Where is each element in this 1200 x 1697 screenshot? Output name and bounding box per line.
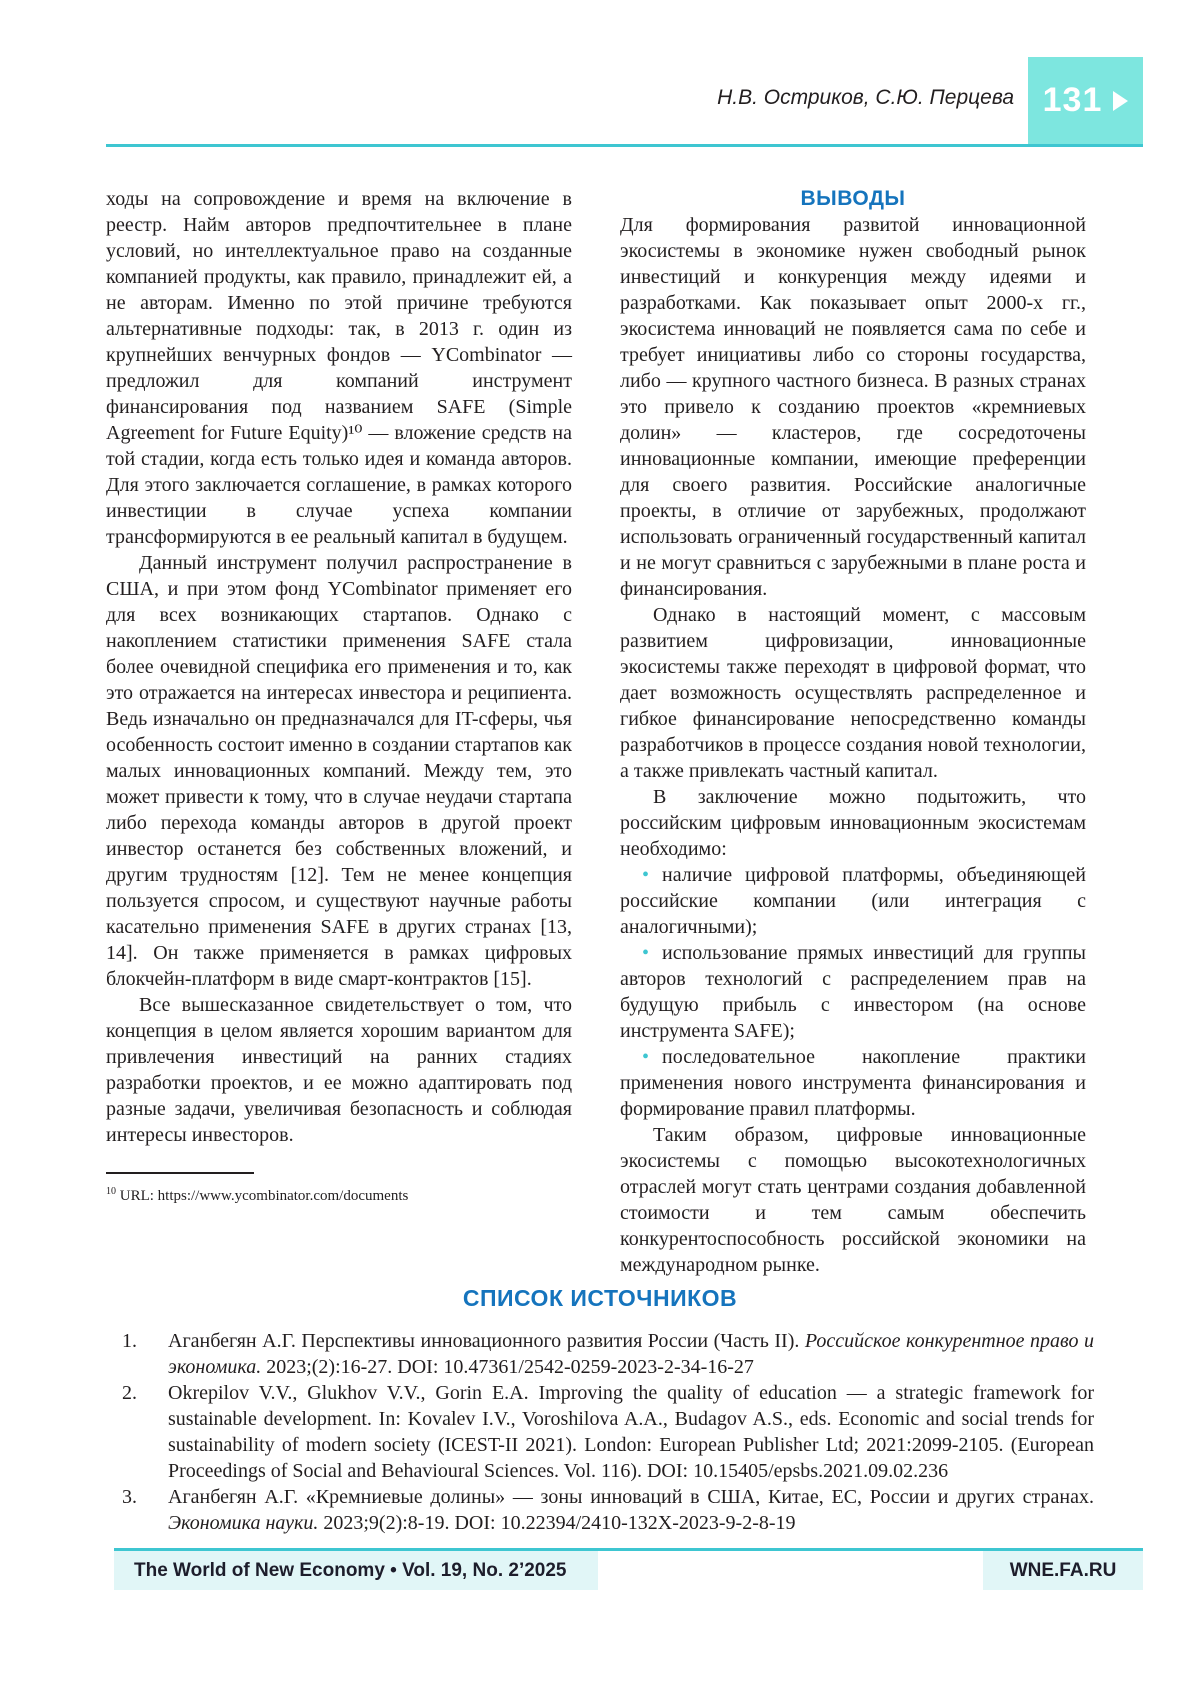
body-paragraph: Для формирования развитой инновационной экосистемы в экономике нужен свободный рынок инвестиций и конкуренция между идеями и разработками. Как показывает опыт 2000-х гг., экосистема инноваций не появляется сама по себе и требует инициативы либо со стороны государства, либо — крупного частного бизнеса. В разных странах это привело к созданию проектов «кремниевых долин» — кластеров, где сосредоточены инновационные компании, имеющие преференции для своего развития. Российские аналогичные проекты, в отличие от зарубежных, продолжают использовать ограниченный государственный капитал и не могут сравниться с зарубежными в плане роста и финансирования. xyxy=(620,214,1086,600)
footnote xyxy=(106,1172,572,1205)
reference-journal-name: Российское конкурентное право и экономика. xyxy=(168,1330,1094,1378)
bullet-text: наличие цифровой платформы, объединяющей российские компании (или интеграция с аналогичными); xyxy=(620,864,1086,938)
bullet-item xyxy=(620,862,1086,940)
article-body xyxy=(106,186,1086,1278)
conclusions-heading: ВЫВОДЫ xyxy=(800,187,906,210)
bullet-icon: • xyxy=(642,1046,650,1068)
reference-number: 3. xyxy=(122,1486,137,1508)
references-heading: СПИСОК ИСТОЧНИКОВ xyxy=(462,1285,738,1311)
footnote-marker: 10 xyxy=(106,1186,116,1197)
reference-text xyxy=(168,1382,1094,1482)
body-paragraph: Данный инструмент получил распространение в США, и при этом фонд YCombinator применяет его для всех возникающих стартапов. Однако с накоплением статистики применения SAFE стала более очевидной специфика его применения и то, как это отражается на интересах инвестора и реципиента. Ведь изначально он предназначался для IT-сферы, чья особенность состоит именно в создании стартапов как малых инновационных компаний. Между тем, это может привести к тому, что в случае неудачи стартапа либо перехода команды авторов в другой проект инвестор останется без собственных вложений, и другим трудностям [12]. Тем не менее концепция пользуется спросом, и существуют научные работы касательно применения SAFE в других странах [13, 14]. Он также применяется в рамках цифровых блокчейн-платформ в виде смарт-контрактов [15]. xyxy=(106,552,572,990)
reference-number: 1. xyxy=(122,1330,137,1352)
running-head-authors: Н.В. Остриков, С.Ю. Перцева xyxy=(717,86,1014,109)
journal-site-link[interactable]: WNE.FA.RU xyxy=(983,1551,1143,1590)
body-paragraph: Все вышесказанное свидетельствует о том, что концепция в целом является хорошим вариантом для привлечения инвестиций на ранних стадиях разработки проектов, и ее можно адаптировать под разные задачи, увеличивая безопасность и соблюдая интересы инвесторов. xyxy=(106,994,572,1146)
arrow-right-icon xyxy=(1113,91,1128,111)
reference-item xyxy=(106,1328,1094,1380)
bullet-item xyxy=(620,940,1086,1044)
page-number-badge xyxy=(1028,57,1143,144)
reference-item xyxy=(106,1380,1094,1484)
footnote-text xyxy=(106,1183,572,1205)
footnote-url[interactable]: URL: https://www.ycombinator.com/documents xyxy=(119,1188,409,1204)
header-rule xyxy=(106,144,1143,147)
reference-journal-name: Экономика науки. xyxy=(168,1512,319,1534)
bullet-icon: • xyxy=(642,864,650,886)
reference-number: 2. xyxy=(122,1382,137,1404)
body-paragraph: ходы на сопровождение и время на включение в реестр. Найм авторов предпочтительнее в плане условий, но интеллектуальное право на созданные компанией продукты, как правило, принадлежит ей, а не авторам. Именно по этой причине требуются альтернативные подходы: так, в 2013 г. один из крупнейших венчурных фондов — YCombinator — предложил для компаний инструмент финансирования под названием SAFE (Simple Agreement for Future Equity)¹⁰ — вложение средств на той стадии, когда есть только идея и команда авторов. Для этого заключается соглашение, в рамках которого инвестиции в случае успеха компании трансформируются в ее реальный капитал в будущем. xyxy=(106,188,572,548)
bullet-text: использование прямых инвестиций для группы авторов технологий с распределением прав на будущую прибыль с инвестором (на основе инструмента SAFE); xyxy=(620,942,1086,1042)
reference-item xyxy=(106,1484,1094,1536)
body-paragraph: Однако в настоящий момент, с массовым развитием цифровизации, инновационные экосистемы также переходят в цифровой формат, что дает возможность осуществлять распределенное и гибкое финансирование непосредственно команды разработчиков в процессе создания новой технологии, а также привлекать частный капитал. xyxy=(620,604,1086,782)
reference-text-segment: Аганбегян А.Г. Перспективы инновационного развития России (Часть II). xyxy=(168,1330,805,1352)
right-column xyxy=(620,186,1086,1278)
reference-text-segment: 2023;(2):16-27. DOI: 10.47361/2542-0259-2023-2-34-16-27 xyxy=(261,1356,754,1378)
references-section xyxy=(106,1286,1094,1536)
reference-text xyxy=(168,1486,1094,1534)
reference-text-segment: 2023;9(2):8-19. DOI: 10.22394/2410-132X-2023-9-2-8-19 xyxy=(318,1512,796,1534)
bullet-item xyxy=(620,1044,1086,1122)
page-number: 131 xyxy=(1042,81,1103,119)
references-list xyxy=(106,1328,1094,1536)
body-paragraph: В заключение можно подытожить, что российским цифровым инновационным экосистемам необходимо: xyxy=(620,786,1086,860)
left-column xyxy=(106,186,572,1278)
reference-text xyxy=(168,1330,1094,1378)
bullet-icon: • xyxy=(642,942,650,964)
journal-info: The World of New Economy • Vol. 19, No. 2’2025 xyxy=(114,1551,598,1590)
reference-text-segment: Аганбегян А.Г. «Кремниевые долины» — зоны инноваций в США, Китае, ЕС, России и других странах. xyxy=(168,1486,1094,1508)
footnote-rule xyxy=(106,1172,254,1174)
bullet-text: последовательное накопление практики применения нового инструмента финансирования и формирование правил платформы. xyxy=(620,1046,1086,1120)
reference-text-segment: Okrepilov V.V., Glukhov V.V., Gorin E.A. Improving the quality of education — a strategic framework for sustainable development. In: Kovalev I.V., Voroshilova A.A., Budagov A.S., eds. Economic and social trends for sustainability of modern society (ICEST-II 2021). London: European Publisher Ltd; 2021:2099-2105. (European Proceedings of Social and Behavioural Sciences. Vol. 116). DOI: 10.15405/epsbs.2021.09.02.236 xyxy=(168,1382,1094,1482)
body-paragraph: Таким образом, цифровые инновационные экосистемы с помощью высокотехнологичных отраслей могут стать центрами создания добавленной стоимости и тем самым обеспечить конкурентоспособность российской экономики на международном рынке. xyxy=(620,1124,1086,1276)
